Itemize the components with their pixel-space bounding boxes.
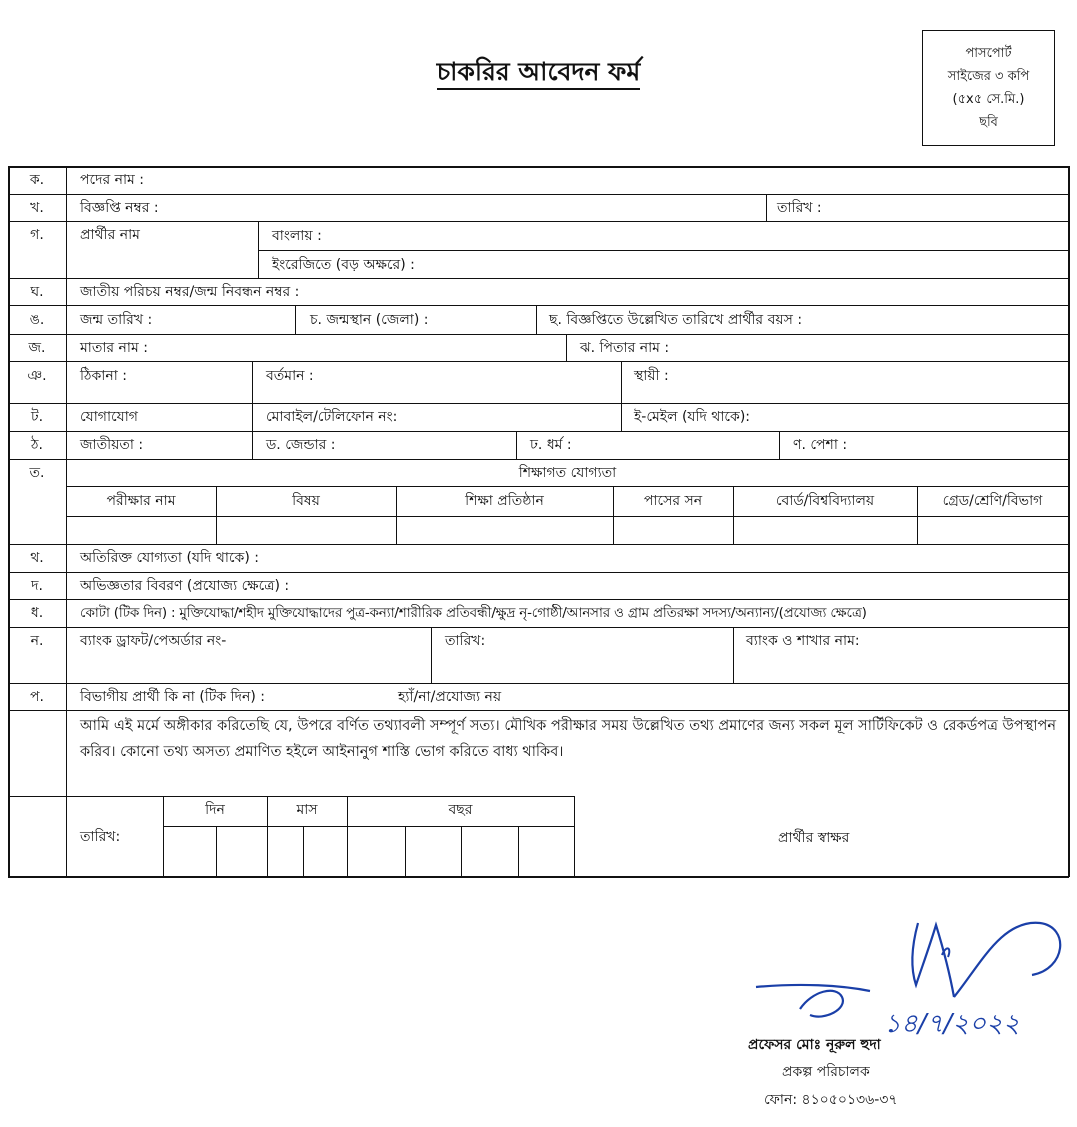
education-heading: শিক্ষাগত যোগ্যতা: [518, 465, 617, 481]
email-field[interactable]: ই-মেইল (যদি থাকে):: [634, 409, 751, 425]
row-index: ঠ.: [31, 437, 43, 453]
date-label: তারিখ:: [80, 829, 121, 845]
contact-label: যোগাযোগ: [80, 409, 138, 425]
row-index: ঙ.: [29, 312, 45, 328]
gender-field[interactable]: ড. জেন্ডার :: [266, 437, 336, 453]
permanent-address-field[interactable]: স্থায়ী :: [634, 368, 669, 384]
mobile-field[interactable]: মোবাইল/টেলিফোন নং:: [266, 409, 398, 425]
row-index: ত.: [29, 465, 45, 481]
education-column-header: বোর্ড/বিশ্ববিদ্যালয়: [775, 493, 875, 509]
signature-block: [740, 905, 1070, 1125]
name-bangla-field[interactable]: বাংলায় :: [272, 228, 322, 244]
signatory-designation: প্রকল্প পরিচালক: [782, 1064, 870, 1080]
education-column-header: পাসের সন: [643, 493, 703, 509]
birth-date-field[interactable]: জন্ম তারিখ :: [80, 312, 153, 328]
month-header: মাস: [296, 802, 318, 818]
additional-qualification-field[interactable]: অতিরিক্ত যোগ্যতা (যদি থাকে) :: [80, 550, 259, 566]
row-index: জ.: [28, 340, 46, 356]
form-title: চাকরির আবেদন ফর্ম: [0, 52, 1077, 95]
declaration-text: আমি এই মর্মে অঙ্গীকার করিতেছি যে, উপরে বর্ণিত তথ্যাবলী সম্পূর্ণ সত্য। মৌখিক পরীক্ষার সময় উল্লেখিত তথ্য প্রমাণের জন্য সকল মূল সার্টিফিকেট ও রেকর্ডপত্র উপস্থাপন করিব। কোনো তথ্য অসত্য প্রমাণিত হইলে আইনানুগ শাস্তি ভোগ করিতে বাধ্য থাকিব।: [80, 718, 1056, 760]
birthplace-field[interactable]: চ. জন্মস্থান (জেলা) :: [310, 312, 429, 328]
name-english-field[interactable]: ইংরেজিতে (বড় অক্ষরে) :: [272, 257, 415, 273]
applicant-signature-label: প্রার্থীর স্বাক্ষর: [778, 830, 850, 846]
photo-box-line: (৫x৫ সে.মি.): [952, 92, 1025, 107]
row-index: দ.: [31, 578, 43, 594]
handwritten-date: ১৪/৭/২০২২: [884, 1009, 1020, 1039]
row-index: খ.: [30, 200, 44, 216]
quota-field[interactable]: কোটা (টিক দিন) : মুক্তিযোদ্ধা/শহীদ মুক্তিযোদ্ধাদের পুত্র-কন্যা/শারীরিক প্রতিবন্ধী/ক্ষুদ্র নৃ-গোষ্ঠী/আনসার ও গ্রাম প্রতিরক্ষা সদস্য/অন্যান্য/(প্রযোজ্য ক্ষেত্রে): [80, 605, 867, 621]
signatory-name: প্রফেসর মোঃ নূরুল হুদা: [748, 1037, 881, 1053]
bank-draft-field[interactable]: ব্যাংক ড্রাফট/পেঅর্ডার নং-: [80, 633, 227, 649]
education-column-header: বিষয়: [292, 493, 320, 509]
photo-box-line: সাইজের ৩ কপি: [947, 69, 1030, 84]
nationality-field[interactable]: জাতীয়তা :: [80, 437, 144, 453]
applicant-name-label: প্রার্থীর নাম: [80, 227, 140, 243]
photo-box-line: পাসপোর্ট: [965, 46, 1012, 61]
occupation-field[interactable]: ণ. পেশা :: [793, 437, 848, 453]
education-column-header: গ্রেড/শ্রেণি/বিভাগ: [942, 493, 1043, 509]
day-header: দিন: [205, 802, 225, 818]
row-index: ঞ.: [27, 368, 47, 384]
education-column-header: পরীক্ষার নাম: [106, 493, 176, 509]
row-index: ঘ.: [30, 284, 44, 300]
row-index: থ.: [30, 550, 44, 566]
year-header: বছর: [448, 802, 473, 818]
experience-field[interactable]: অভিজ্ঞতার বিবরণ (প্রযোজ্য ক্ষেত্রে) :: [80, 578, 290, 594]
circular-date-field[interactable]: তারিখ :: [777, 200, 822, 216]
departmental-candidate-options[interactable]: হ্যাঁ/না/প্রযোজ্য নয়: [398, 689, 502, 705]
father-name-field[interactable]: ঝ. পিতার নাম :: [580, 340, 670, 356]
post-name-field[interactable]: পদের নাম :: [80, 172, 144, 188]
religion-field[interactable]: ঢ. ধর্ম :: [530, 437, 572, 453]
present-address-field[interactable]: বর্তমান :: [266, 368, 314, 384]
mother-name-field[interactable]: মাতার নাম :: [80, 340, 148, 356]
row-index: প.: [30, 689, 44, 705]
education-column-header: শিক্ষা প্রতিষ্ঠান: [465, 493, 544, 509]
address-label: ঠিকানা :: [80, 368, 127, 384]
row-index: ক.: [29, 172, 45, 188]
age-field[interactable]: ছ. বিজ্ঞপ্তিতে উল্লেখিত তারিখে প্রার্থীর বয়স :: [549, 312, 803, 328]
photo-box-line: ছবি: [979, 115, 998, 130]
departmental-candidate-label: বিভাগীয় প্রার্থী কি না (টিক দিন) :: [80, 689, 265, 705]
row-index: ট.: [30, 409, 44, 425]
nid-field[interactable]: জাতীয় পরিচয় নম্বর/জন্ম নিবন্ধন নম্বর :: [80, 284, 300, 300]
signatory-phone: ফোন: ৪১০৫০১৩৬-৩৭: [764, 1092, 898, 1108]
row-index: গ.: [30, 227, 44, 243]
bank-draft-date-field[interactable]: তারিখ:: [445, 633, 486, 649]
row-index: ন.: [30, 633, 44, 649]
bank-branch-field[interactable]: ব্যাংক ও শাখার নাম:: [746, 633, 860, 649]
row-index: ধ.: [30, 605, 44, 621]
circular-number-field[interactable]: বিজ্ঞপ্তি নম্বর :: [80, 200, 159, 216]
